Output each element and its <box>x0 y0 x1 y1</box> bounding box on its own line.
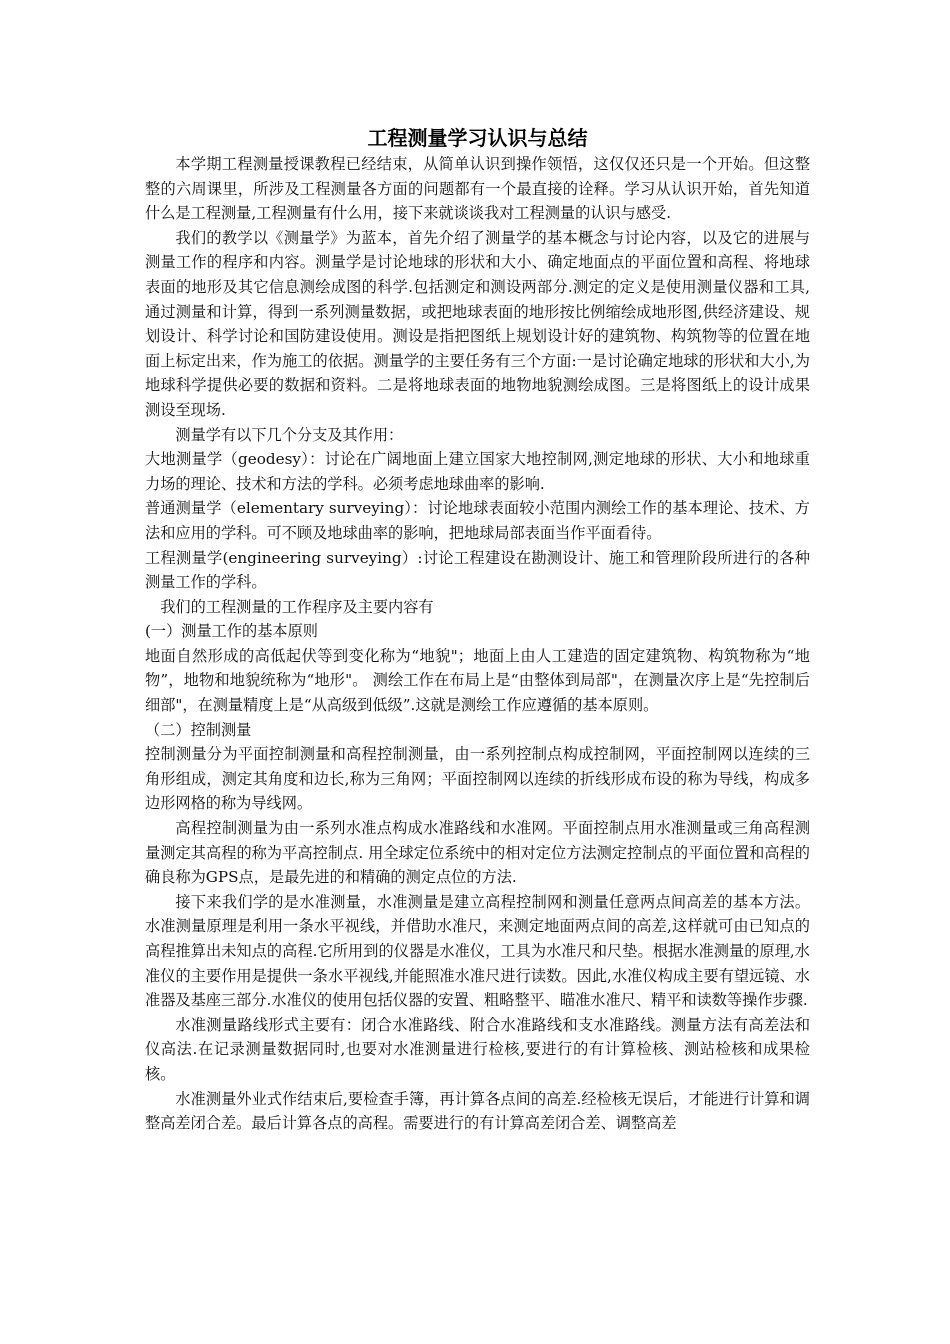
paragraph-elementary-surveying: 普通测量学（elementary surveying）：讨论地球表面较小范围内测绘工作的基本理论、技术、方法和应用的学科。可不顾及地球曲率的影响，把地球局部表面当作平面看待。 <box>145 499 810 542</box>
section-heading-basic-principles: (一）测量工作的基本原则 <box>145 622 318 641</box>
paragraph-engineering-surveying: 工程测量学(engineering surveying）:讨论工程建设在勘测设计、施工和管理阶段所进行的各种测量工作的学科。 <box>145 548 810 592</box>
paragraph-elevation-control: 高程控制测量为由一系列水准点构成水准路线和水准网。平面控制点用水准测量或三角高程测量测定其高程的称为平高控制点. 用全球定位系统中的相对定位方法测定控制点的平面位置和高程的确良称为GPS点，是最先进的和精确的测定点位的方法. <box>145 819 810 887</box>
paragraph-control-survey: 控制测量分为平面控制测量和高程控制测量，由一系列控制点构成控制网，平面控制网以连续的三角形组成，测定其角度和边长,称为三角网；平面控制网以连续的折线形成布设的称为导线，构成多边形网格的称为导线网。 <box>145 745 810 813</box>
document-body <box>145 125 810 1136</box>
paragraph-leveling: 接下来我们学的是水准测量，水准测量是建立高程控制网和测量任意两点间高差的基本方法。水准测量原理是利用一条水平视线，并借助水准尺，来测定地面两点间的高差,这样就可由已知点的高程推算出未知点的高程.它所用到的仪器是水准仪，工具为水准尺和尺垫。根据水准测量的原理,水准仪的主要作用是提供一条水平视线,并能照准水准尺进行读数。因此,水准仪构成主要有望远镜、水准器及基座三部分.水准仪的使用包括仪器的安置、粗略整平、瞄准水准尺、精平和读数等操作步骤. <box>145 892 810 1010</box>
paragraph-basic-principles: 地面自然形成的高低起伏等到变化称为“地貌"；地面上由人工建造的固定建筑物、构筑物称为“地物”，地物和地貌统称为“地形"。 测绘工作在布局上是“由整体到局部"，在测量次序上是“先控制后细部"，在测量精度上是“从高级到低级”.这就是测绘工作应遵循的基本原则。 <box>145 646 810 715</box>
paragraph-work-procedure: 我们的工程测量的工作程序及主要内容有 <box>160 597 434 616</box>
section-heading-control-survey: （二）控制测量 <box>145 720 252 739</box>
paragraph-intro: 本学期工程测量授课教程已经结束，从简单认识到操作领悟，这仅仅还只是一个开始。但这整整的六周课里，所涉及工程测量各方面的问题都有一个最直接的诠释。学习从认识开始，首先知道什么是工程测量,工程测量有什么用，接下来就谈谈我对工程测量的认识与感受. <box>145 155 810 223</box>
paragraph-surveying-definition: 我们的教学以《测量学》为蓝本，首先介绍了测量学的基本概念与讨论内容，以及它的进展与测量工作的程序和内容。测量学是讨论地球的形状和大小、确定地面点的平面位置和高程、将地球表面的地形及其它信息测绘成图的科学.包括测定和测设两部分.测定的定义是使用测量仪器和工具,通过测量和计算，得到一系列测量数据，或把地球表面的地形按比例缩绘成地形图,供经济建设、规划设计、科学讨论和国防建设使用。测设是指把图纸上规划设计好的建筑物、构筑物等的位置在地面上标定出来，作为施工的依据。测量学的主要任务有三个方面:一是讨论确定地球的形状和大小,为地球科学提供必要的数据和资料。二是将地球表面的地物地貌测绘成图。三是将图纸上的设计成果测设至现场. <box>145 228 810 419</box>
paragraph-geodesy: 大地测量学（geodesy）：讨论在广阔地面上建立国家大地控制网,测定地球的形状、大小和地球重力场的理论、技术和方法的学科。必须考虑地球曲率的影响. <box>145 450 810 493</box>
paragraph-leveling-computation: 水准测量外业式作结束后,要检查手簿，再计算各点间的高差.经检核无误后，才能进行计算和调整高差闭合差。最后计算各点的高程。需要进行的有计算高差闭合差、调整高差 <box>145 1089 810 1133</box>
paragraph-leveling-routes: 水准测量路线形式主要有：闭合水准路线、附合水准路线和支水准路线。测量方法有高差法和仪高法.在记录测量数据同时,也要对水准测量进行检核,要进行的有计算检核、测站检核和成果检核。 <box>145 1015 810 1083</box>
document-title: 工程测量学习认识与总结 <box>367 126 588 150</box>
paragraph-branches-heading: 测量学有以下几个分支及其作用： <box>175 425 404 444</box>
